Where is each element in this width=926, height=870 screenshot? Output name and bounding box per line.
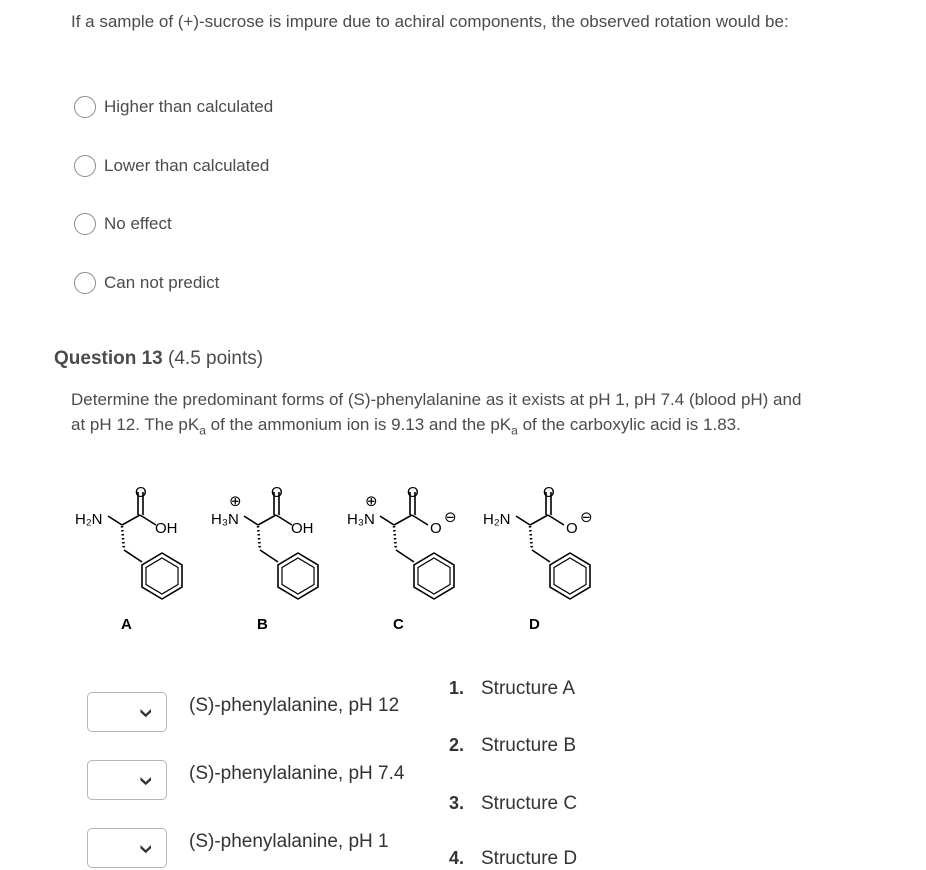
structure-letter: A xyxy=(121,616,132,633)
choice-number: 2. xyxy=(449,735,465,755)
choice-number: 3. xyxy=(449,793,465,813)
question-13-text xyxy=(71,387,811,443)
carbonyl-oxygen: O xyxy=(135,484,147,501)
positive-charge-icon: ⊕ xyxy=(229,493,242,510)
match-label-ph12: (S)-phenylalanine, pH 12 xyxy=(189,695,400,716)
positive-charge-icon: ⊕ xyxy=(365,493,378,510)
choice-text: Structure C xyxy=(481,793,578,814)
chevron-down-icon: ❯ xyxy=(140,842,153,856)
negative-charge-icon: ⊖ xyxy=(580,509,593,526)
amine-group: H₃N xyxy=(347,511,375,528)
match-dropdown-ph12[interactable] xyxy=(87,692,167,732)
structure-d xyxy=(483,484,593,633)
question-points: (4.5 points) xyxy=(168,348,264,369)
acid-group: O xyxy=(566,520,578,537)
option-can-not-predict[interactable] xyxy=(74,270,219,296)
option-label: Can not predict xyxy=(104,273,220,292)
question-13-heading xyxy=(54,348,263,370)
body-part-3: of the carboxylic acid is 1.83. xyxy=(517,415,741,434)
match-dropdown-ph1[interactable] xyxy=(87,828,167,868)
radio-button[interactable] xyxy=(74,272,96,294)
option-label: Higher than calculated xyxy=(104,97,274,116)
structure-letter: D xyxy=(529,616,540,633)
acid-group: OH xyxy=(155,520,178,537)
structure-c xyxy=(347,484,457,633)
question-title: Question 13 xyxy=(54,348,163,369)
match-label-ph1: (S)-phenylalanine, pH 1 xyxy=(189,831,389,852)
carbonyl-oxygen: O xyxy=(543,484,555,501)
choice-text: Structure D xyxy=(481,848,578,869)
pka-subscript: a xyxy=(511,423,518,438)
choice-number: 1. xyxy=(449,678,465,698)
negative-charge-icon: ⊖ xyxy=(444,509,457,526)
benzene-ring xyxy=(414,553,454,599)
choice-structure-a xyxy=(449,678,575,700)
radio-button[interactable] xyxy=(74,96,96,118)
pka-subscript: a xyxy=(199,423,206,438)
choice-number: 4. xyxy=(449,848,465,868)
acid-group: OH xyxy=(291,520,314,537)
acid-group: O xyxy=(430,520,442,537)
radio-button[interactable] xyxy=(74,213,96,235)
structures-figure xyxy=(0,470,926,640)
choice-structure-c xyxy=(449,793,577,815)
amine-group: H₂N xyxy=(483,511,511,528)
option-no-effect[interactable] xyxy=(74,211,172,237)
carbonyl-oxygen: O xyxy=(271,484,283,501)
choice-text: Structure B xyxy=(481,735,577,756)
structure-b xyxy=(211,484,318,633)
choice-structure-d xyxy=(449,848,577,870)
structure-a xyxy=(75,484,182,633)
match-dropdown-ph7-4[interactable] xyxy=(87,760,167,800)
structure-letter: B xyxy=(257,616,268,633)
question-12-text: If a sample of (+)-sucrose is impure due to achiral components, the observed rotation would be: xyxy=(71,12,789,31)
body-part-1: Determine the predominant forms of (S)-phenylalanine as it exists at pH 1, pH 7.4 (blood pH) and at pH 12. The pK xyxy=(71,390,802,434)
option-label: No effect xyxy=(104,214,172,233)
carbonyl-oxygen: O xyxy=(407,484,419,501)
amine-group: H₂N xyxy=(75,511,103,528)
option-label: Lower than calculated xyxy=(104,156,270,175)
radio-button[interactable] xyxy=(74,155,96,177)
match-label-ph7-4: (S)-phenylalanine, pH 7.4 xyxy=(189,763,405,784)
amine-group: H₃N xyxy=(211,511,239,528)
structure-letter: C xyxy=(393,616,404,633)
chevron-down-icon: ❯ xyxy=(140,706,153,720)
choice-structure-b xyxy=(449,735,576,757)
benzene-ring xyxy=(278,553,318,599)
benzene-ring xyxy=(142,553,182,599)
chevron-down-icon: ❯ xyxy=(140,774,153,788)
option-higher-than-calculated[interactable] xyxy=(74,94,273,120)
body-part-2: of the ammonium ion is 9.13 and the pK xyxy=(205,415,512,434)
choice-text: Structure A xyxy=(481,678,575,699)
benzene-ring xyxy=(550,553,590,599)
option-lower-than-calculated[interactable] xyxy=(74,153,269,179)
